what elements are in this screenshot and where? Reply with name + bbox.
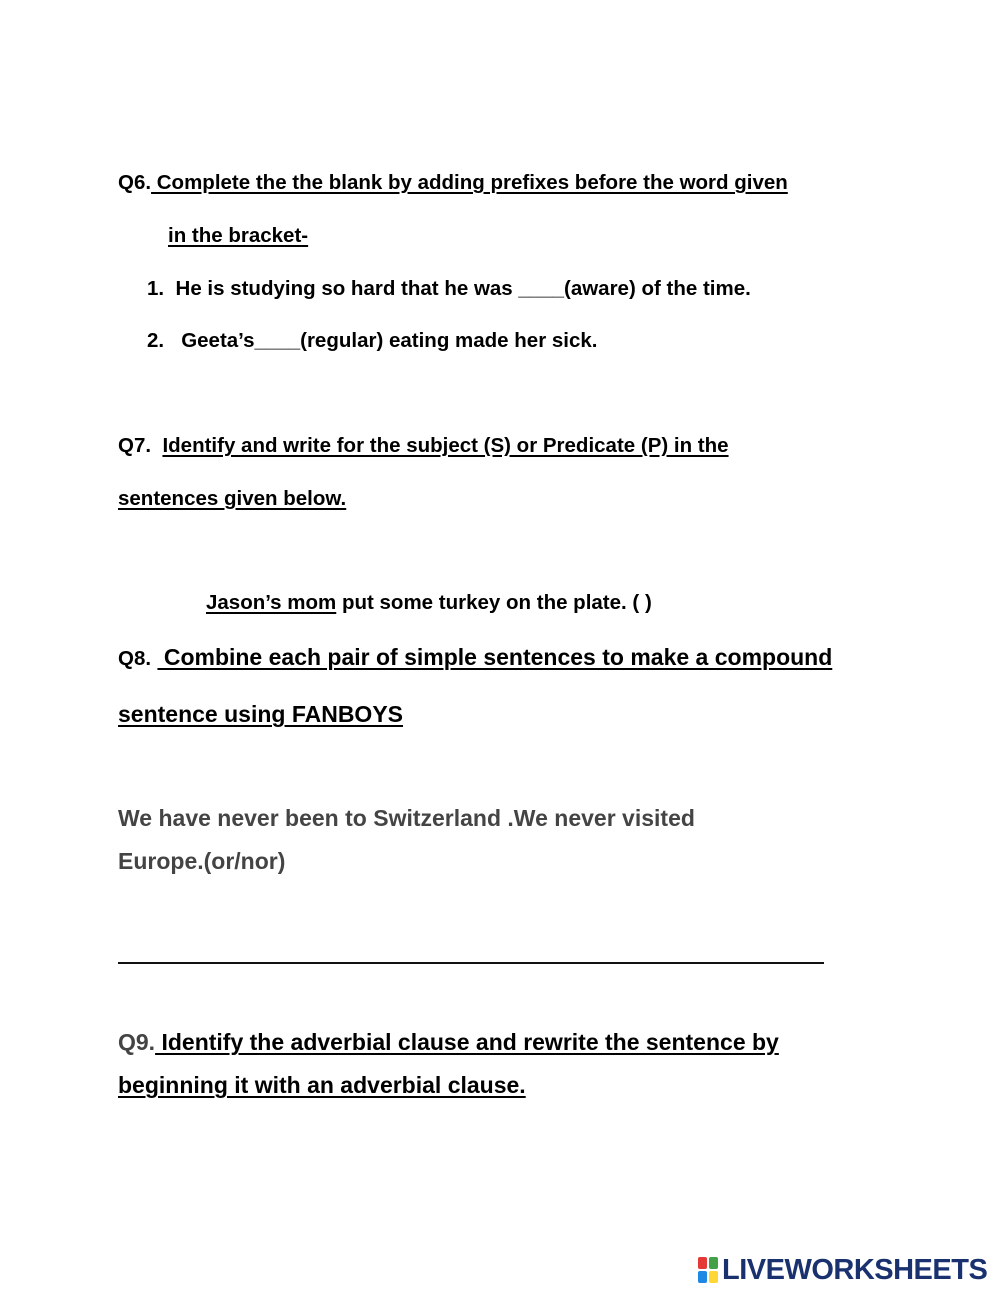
q7-heading xyxy=(118,434,729,458)
q6-item-2 xyxy=(147,329,597,353)
q6-item-1-text: He is studying so hard that he was ____(aware) of the time. xyxy=(175,277,751,300)
logo-square-1 xyxy=(698,1257,707,1269)
logo-square-4 xyxy=(709,1271,718,1283)
q7-sentence-subject: Jason’s mom xyxy=(206,591,337,614)
logo-square-3 xyxy=(698,1271,707,1283)
q7-sentence xyxy=(206,591,652,615)
q9-heading xyxy=(118,1029,779,1056)
q6-heading xyxy=(118,171,788,195)
q9-label: Q9. xyxy=(118,1029,156,1055)
q6-instruction-line1: Complete the the blank by adding prefixes before the word given xyxy=(151,171,788,194)
q9-instruction-line2: beginning it with an adverbial clause. xyxy=(118,1072,526,1098)
q8-sentence-line2: Europe.(or/nor) xyxy=(118,848,286,874)
q6-item-1 xyxy=(147,277,751,301)
liveworksheets-logo xyxy=(698,1255,987,1285)
q7-instruction-line2: sentences given below. xyxy=(118,487,347,510)
q8-label: Q8. xyxy=(118,647,152,670)
q7-instruction-line1: Identify and write for the subject (S) or Predicate (P) in the xyxy=(162,434,729,457)
logo-square-2 xyxy=(709,1257,718,1269)
q8-answer-line[interactable] xyxy=(118,962,824,964)
q8-sentence-line1: We have never been to Switzerland .We never visited xyxy=(118,805,695,831)
q7-label: Q7. xyxy=(118,434,152,457)
logo-text: LIVEWORKSHEETS xyxy=(722,1253,988,1286)
logo-mark-icon xyxy=(698,1257,718,1283)
q8-instruction-line2: sentence using FANBOYS xyxy=(118,701,404,727)
q9-instruction-line1: Identify the adverbial clause and rewrite the sentence by xyxy=(155,1029,779,1055)
q8-heading xyxy=(118,644,832,671)
q6-item-2-text: Geeta’s____(regular) eating made her sick. xyxy=(181,329,598,352)
q7-sentence-predicate: put some turkey on the plate. ( ) xyxy=(336,591,652,614)
q6-instruction-line2: in the bracket- xyxy=(168,224,309,247)
q6-item-1-number: 1. xyxy=(147,277,165,300)
q8-instruction-line1: Combine each pair of simple sentences to make a compound xyxy=(157,644,833,670)
q6-label: Q6. xyxy=(118,171,152,194)
q6-item-2-number: 2. xyxy=(147,329,165,352)
